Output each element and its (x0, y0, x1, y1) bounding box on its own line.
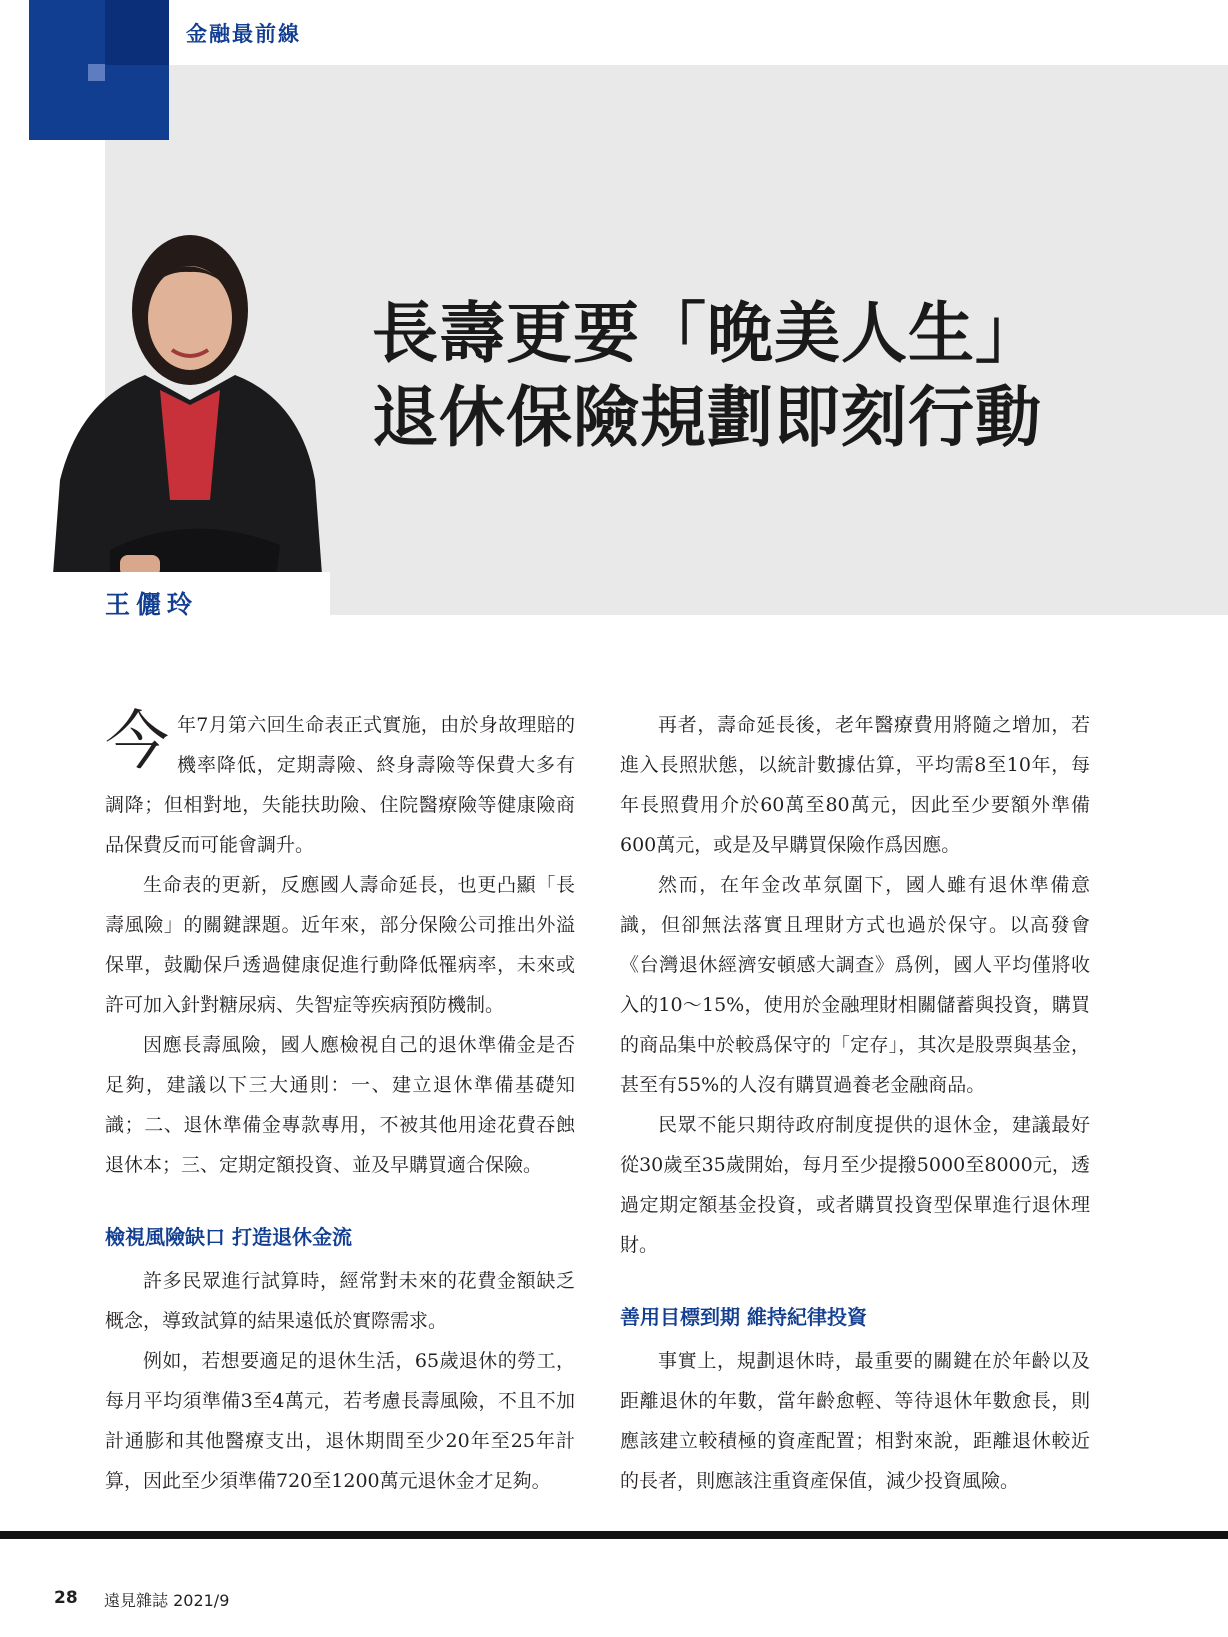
corner-block-dark (105, 0, 169, 65)
author-name: 王儷玲 (105, 590, 199, 619)
author-portrait (50, 200, 325, 615)
headline-line-2: 退休保險規劃即刻行動 (372, 379, 1042, 456)
article-column-left (105, 705, 575, 1501)
paragraph: 因應長壽風險，國人應檢視自己的退休準備金是否足夠，建議以下三大通則：一、建立退休準備基礎知識；二、退休準備金專款專用，不被其他用途花費吞蝕退休本；三、定期定額投資、並及早購買適合保險。 (105, 1034, 575, 1176)
dropcap: 今 (105, 705, 169, 779)
magazine-issue: 遠見雜誌 2021/9 (104, 1591, 230, 1610)
headline-line-1: 長壽更要「晚美人生」 (372, 295, 1042, 372)
footer-rule (0, 1531, 1228, 1539)
paragraph: 例如，若想要適足的退休生活，65歲退休的勞工，每月平均須準備3至4萬元，若考慮長壽風險，不且不加計通膨和其他醫療支出，退休期間至少20年至25年計算，因此至少須準備720至1200萬元退休金才足夠。 (105, 1350, 575, 1492)
corner-square (88, 64, 105, 81)
paragraph: 事實上，規劃退休時，最重要的關鍵在於年齡以及距離退休的年數，當年齡愈輕、等待退休年數愈長，則應該建立較積極的資產配置；相對來說，距離退休較近的長者，則應該注重資產保值，減少投資風險。 (620, 1350, 1090, 1492)
subheading: 善用目標到期 維持紀律投資 (620, 1305, 867, 1329)
section-label: 金融最前線 (186, 22, 301, 46)
headline (372, 292, 1042, 460)
paragraph: 生命表的更新，反應國人壽命延長，也更凸顯「長壽風險」的關鍵課題。近年來，部分保險公司推出外溢保單，鼓勵保戶透過健康促進行動降低罹病率，未來或許可加入針對糖尿病、失智症等疾病預防機制。 (105, 874, 575, 1016)
page-number: 28 (54, 1588, 78, 1608)
paragraph: 然而，在年金改革氛圍下，國人雖有退休準備意識，但卻無法落實且理財方式也過於保守。以高發會《台灣退休經濟安頓感大調查》爲例，國人平均僅將收入的10～15%，使用於金融理財相關儲蓄與投資，購買的商品集中於較爲保守的「定存」，其次是股票與基金，甚至有55%的人沒有購買過養老金融商品。 (620, 874, 1090, 1096)
paragraph: 民眾不能只期待政府制度提供的退休金，建議最好從30歲至35歲開始，每月至少提撥5000至8000元，透過定期定額基金投資，或者購買投資型保單進行退休理財。 (620, 1114, 1090, 1256)
article-column-right (620, 705, 1090, 1501)
paragraph: 再者，壽命延長後，老年醫療費用將隨之增加，若進入長照狀態，以統計數據估算，平均需8至10年，每年長照費用介於60萬至80萬元，因此至少要額外準備600萬元，或是及早購買保險作爲因應。 (620, 714, 1090, 856)
paragraph: 許多民眾進行試算時，經常對未來的花費金額缺乏概念，導致試算的結果遠低於實際需求。 (105, 1270, 575, 1332)
subheading: 檢視風險缺口 打造退休金流 (105, 1225, 352, 1249)
paragraph (105, 705, 575, 865)
paragraph-text: 年7月第六回生命表正式實施，由於身故理賠的機率降低，定期壽險、終身壽險等保費大多有調降；但相對地，失能扶助險、住院醫療險等健康險商品保費反而可能會調升。 (105, 714, 575, 856)
